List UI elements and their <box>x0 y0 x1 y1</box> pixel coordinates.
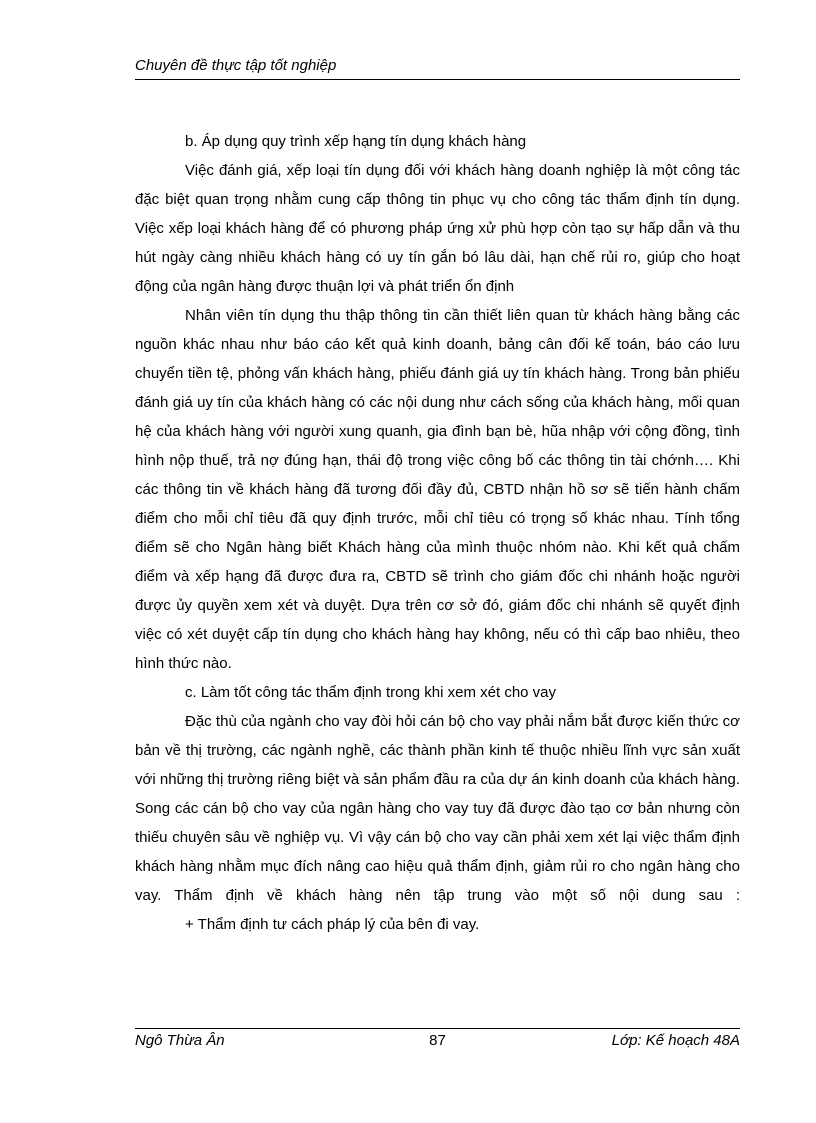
page-footer <box>135 1028 740 1053</box>
list-item: + Thẩm định tư cách pháp lý của bên đi vay. <box>185 916 480 933</box>
footer-author: Ngô Thừa Ân <box>135 1032 225 1049</box>
page-header <box>135 55 740 80</box>
header-title: Chuyên đề thực tập tốt nghiệp <box>135 57 337 74</box>
footer-class: Lớp: Kế hoạch 48A <box>611 1032 740 1049</box>
section-heading-c: c. Làm tốt công tác thẩm định trong khi xem xét cho vay <box>185 684 557 701</box>
section-heading-b: b. Áp dụng quy trình xếp hạng tín dụng khách hàng <box>185 133 527 150</box>
document-body <box>135 127 740 939</box>
paragraph-3: Đặc thù của ngành cho vay đòi hỏi cán bộ cho vay phải nắm bắt được kiến thức cơ bản về thị trường, các ngành nghề, các thành phần kinh tế thuộc nhiều lĩnh vực sản xuất với những thị trường riêng biệt và sản phẩm đầu ra của dự án kinh doanh của khách hàng. Song các cán bộ cho vay của ngân hàng cho vay tuy đã được đào tạo cơ bản nhưng còn thiếu chuyên sâu về nghiệp vụ. Vì vậy cán bộ cho vay cần phải xem xét lại việc thẩm định khách hàng nhằm mục đích nâng cao hiệu quả thẩm định, giảm rủi ro cho ngân hàng cho vay. Thẩm định về khách hàng nên tập trung vào một số nội dung sau : <box>135 713 740 904</box>
page-number: 87 <box>429 1032 446 1049</box>
paragraph-1: Việc đánh giá, xếp loại tín dụng đối với khách hàng doanh nghiệp là một công tác đặc biệt quan trọng nhằm cung cấp thông tin phục vụ cho công tác thẩm định tín dụng. Việc xếp loại khách hàng để có phương pháp ứng xử phù hợp còn tạo sự hấp dẫn và thu hút ngày càng nhiều khách hàng có uy tín gắn bó lâu dài, hạn chế rủi ro, giúp cho hoạt động của ngân hàng được thuận lợi và phát triển ổn định <box>135 162 740 295</box>
paragraph-2: Nhân viên tín dụng thu thập thông tin cần thiết liên quan từ khách hàng bằng các nguồn khác nhau như báo cáo kết quả kinh doanh, bảng cân đối kế toán, báo cáo lưu chuyển tiền tệ, phỏng vấn khách hàng, phiếu đánh giá uy tín khách hàng. Trong bản phiếu đánh giá uy tín của khách hàng có các nội dung như cách sống của khách hàng, mối quan hệ của khách hàng với người xung quanh, gia đình bạn bè, hũa nhập với cộng đồng, tình hình nộp thuế, trả nợ đúng hạn, thái độ trong việc công bố các thông tin tài chớnh…. Khi các thông tin về khách hàng đã tương đối đầy đủ, CBTD nhận hồ sơ sẽ tiến hành chấm điểm cho mỗi chỉ tiêu đã quy định trước, mỗi chỉ tiêu có trọng số khác nhau. Tính tổng điểm sẽ cho Ngân hàng biết Khách hàng của mình thuộc nhóm nào. Khi kết quả chấm điểm và xếp hạng đã được đưa ra, CBTD sẽ trình cho giám đốc chi nhánh hoặc người được ủy quyền xem xét và duyệt. Dựa trên cơ sở đó, giám đốc chi nhánh sẽ quyết định việc có xét duyệt cấp tín dụng cho khách hàng hay không, nếu có thì cấp bao nhiêu, theo hình thức nào. <box>135 307 740 672</box>
